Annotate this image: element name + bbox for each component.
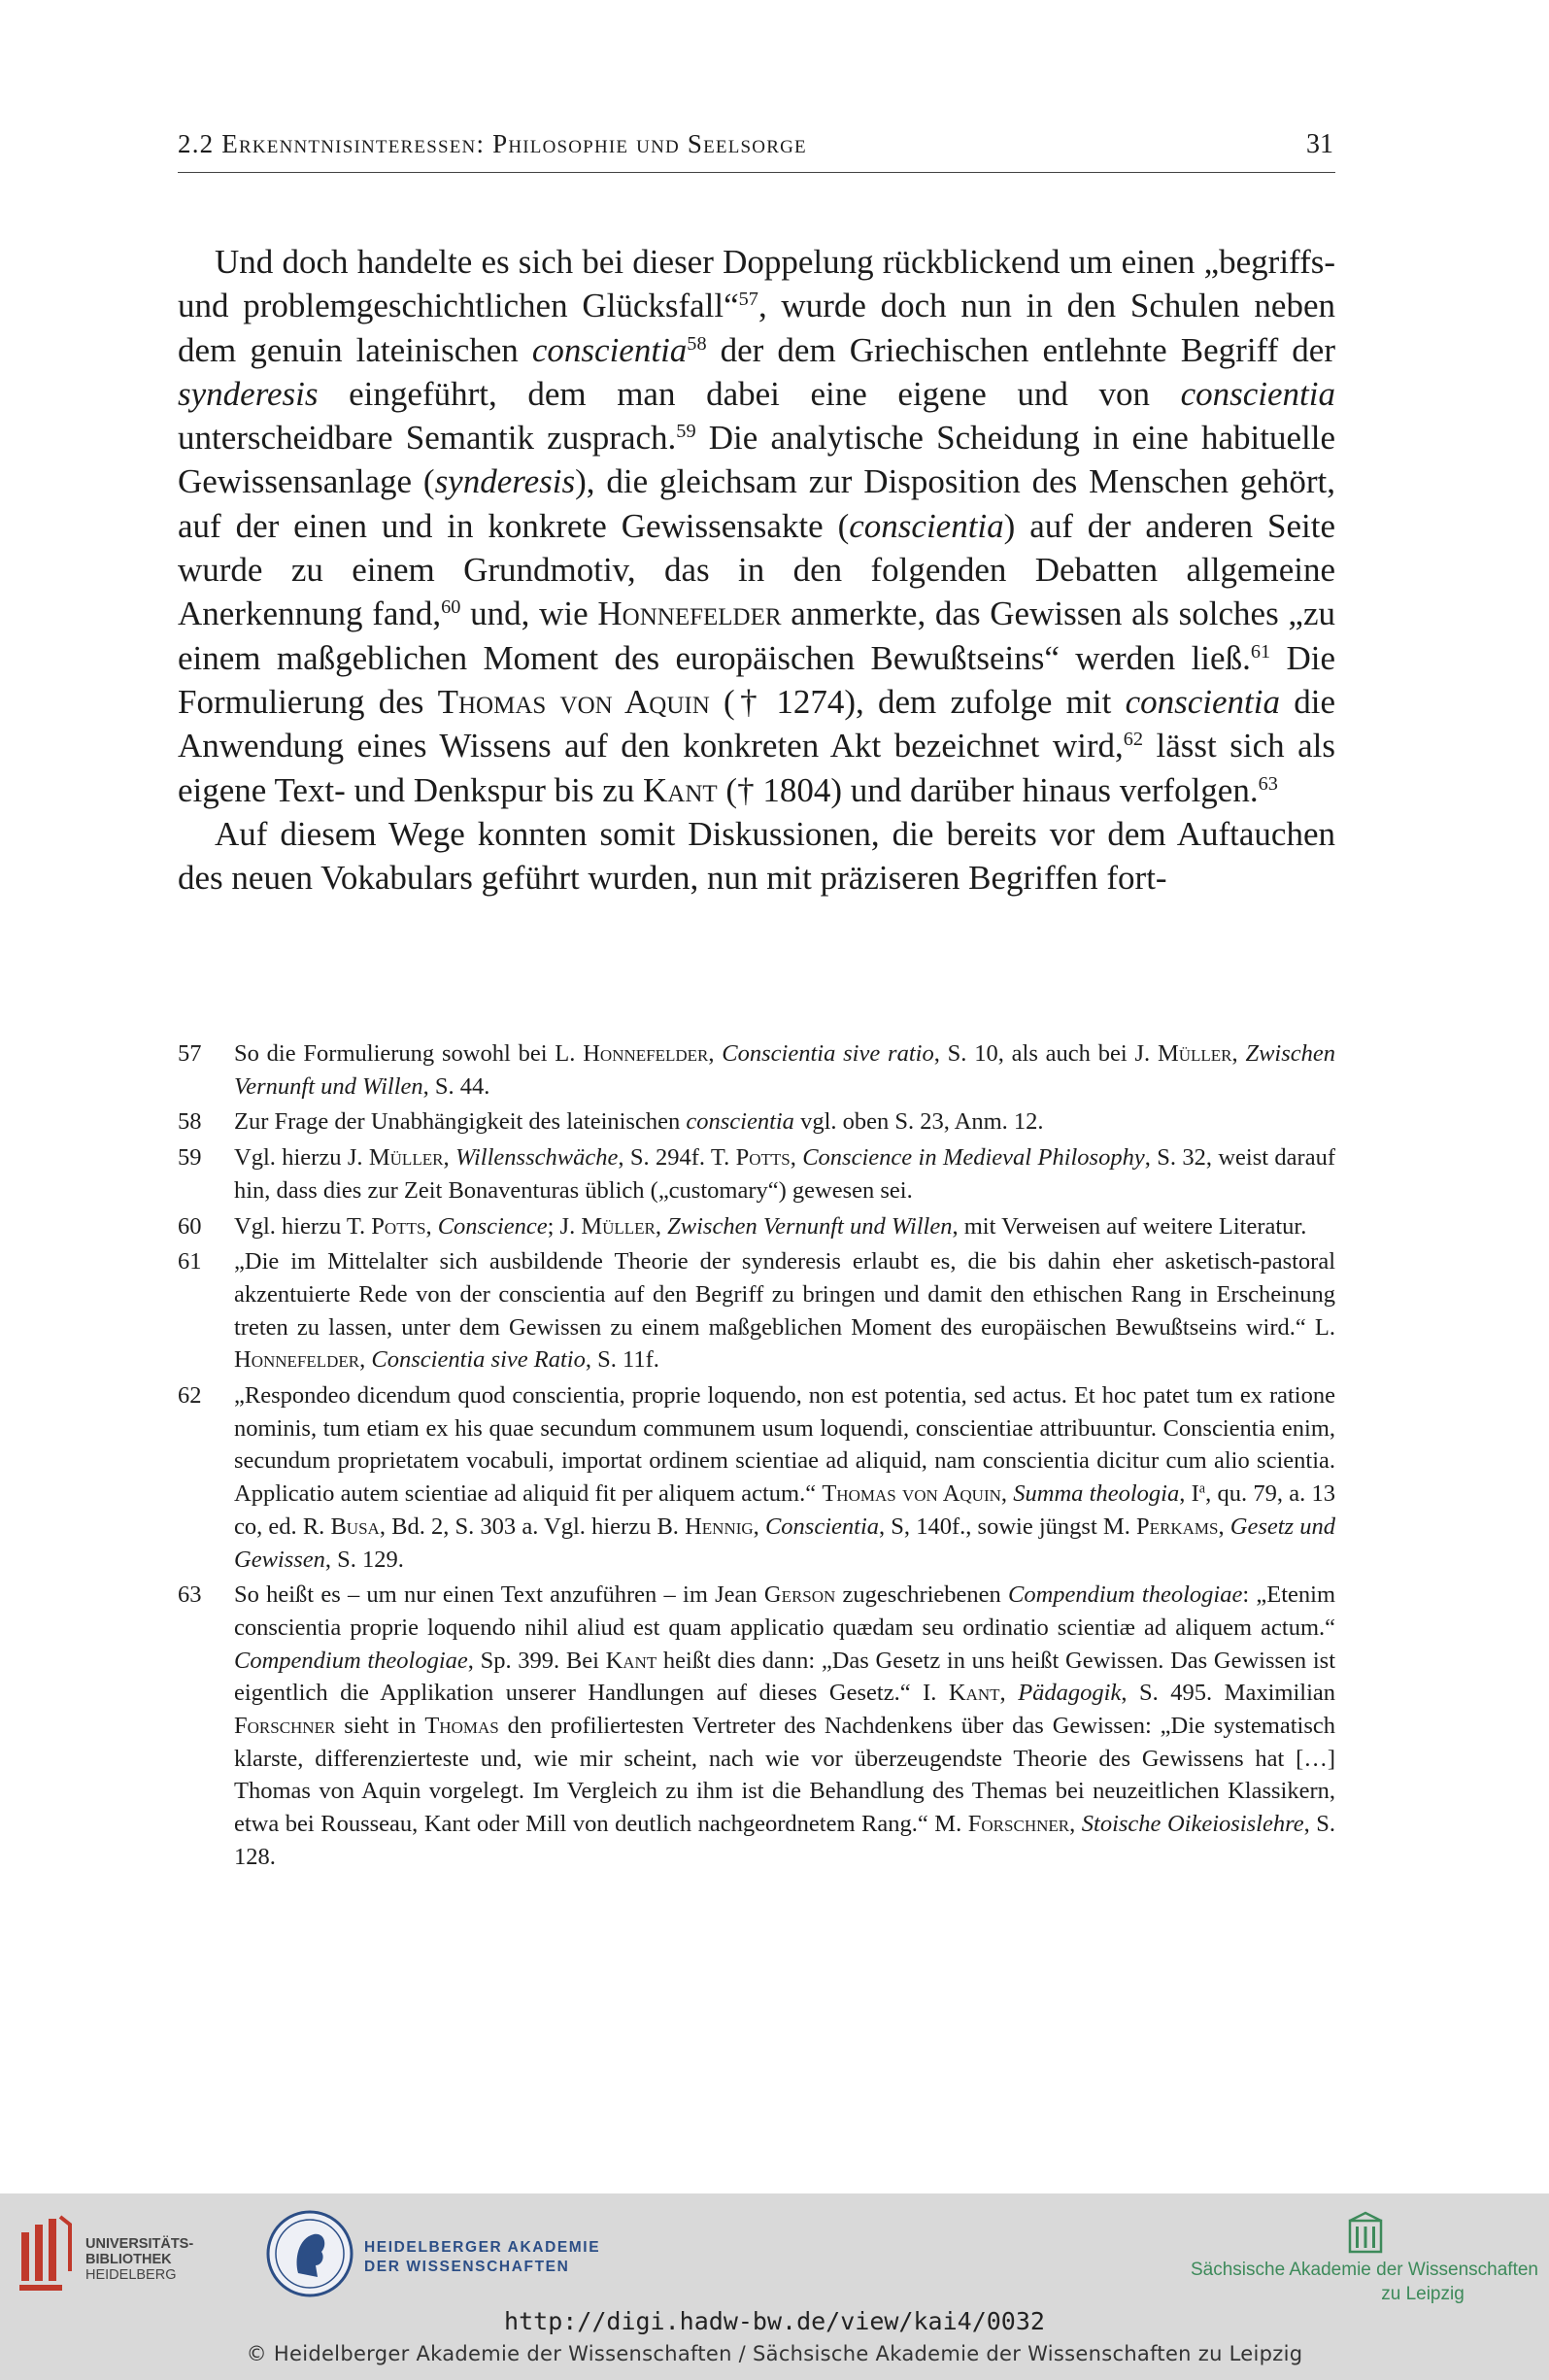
hadw-logo-line: HEIDELBERGER AKADEMIE — [364, 2239, 601, 2256]
body-text — [178, 240, 1335, 900]
footnote: 61 „Die im Mittelalter sich ausbildende Theorie der synderesis erlaubt es, die bis dahin eher asketisch-pastoral akzentuierte Rede von der conscientia auf den Begriff zu bringen und damit den ethischen Rang in Erscheinung treten zu lassen, unter dem Gewissen zu einem maßgeblichen Moment des europäischen Bewußtseins wird.“ L. Honnefelder, Conscientia sive Ratio, S. 11f. — [178, 1248, 1335, 1374]
footer-bar — [0, 2193, 1549, 2380]
saw-leipzig-logo[interactable] — [1185, 2211, 1544, 2308]
hadw-seal-icon — [265, 2209, 354, 2298]
footnotes — [178, 1037, 1335, 1877]
running-head-title: 2.2 Erkenntnisinteressen: Philosophie und Seelsorge — [178, 129, 807, 158]
hadw-logo-line: DER WISSENSCHAFTEN — [364, 2259, 570, 2275]
ub-logo-line: HEIDELBERG — [85, 2267, 177, 2283]
footnote: 57 So die Formulierung sowohl bei L. Honnefelder, Conscientia sive ratio, S. 10, als auch bei J. Müller, Zwischen Vernunft und Willen, S. 44. — [178, 1040, 1335, 1100]
footnote: 58 Zur Frage der Unabhängigkeit des lateinischen conscientia vgl. oben S. 23, Anm. 12. — [178, 1108, 1044, 1136]
footnote: 63 So heißt es – um nur einen Text anzuführen – im Jean Gerson zugeschriebenen Compendium theologiae: „Etenim conscientia proprie loquendo nihil aliud est quam applicatio quædam seu ordinatio scientiæ ad aliquem actum.“ Compendium theologiae, Sp. 399. Bei Kant heißt dies dann: „Das Gesetz in uns heißt Gewissen. Das Gewissen ist eigentlich die Applikation unserer Handlungen auf dieses Gesetz.“ I. Kant, Pädagogik, S. 495. Maximilian Forschner sieht in Thomas den profiliertesten Vertreter des Nachdenkens über das Gewissen: „Die systematisch klarste, differenzierteste und, wie mir scheint, nach wie vor überzeugendste Theorie des Gewissens hat […] Thomas von Aquin vorgelegt. Im Vergleich zu ihm ist die Behandlung des Themas bei neuzeitlichen Klassikern, etwa bei Rousseau, Kant oder Mill von deutlich nachgeordnetem Rang.“ M. Forschner, Stoische Oikeiosislehre, S. 128. — [178, 1581, 1336, 1870]
paragraph: Und doch handelte es sich bei dieser Doppelung rückblickend um einen „begriffs- und problemgeschichtlichen Glücksfall“$^{57}$, wurde doch nun in den Schulen neben dem genuin lateinischen conscientia$^{58}$ der dem Griechischen entlehnte Begriff der synderesis eingeführt, dem man dabei eine eigene und von conscientia unterscheidbare Semantik zusprach.$^{59}$ Die analytische Scheidung in eine habituelle Gewissensanlage (synderesis), die gleichsam zur Disposition des Menschen gehört, auf der einen und in konkrete Gewissensakte (conscientia) auf der anderen Seite wurde zu einem Grundmotiv, das in den folgenden Debatten allgemeine Anerkennung fand,$^{60}$ und, wie Honnefelder anmerkte, das Gewissen als solches „zu einem maßgeblichen Moment des europäischen Bewußtseins“ werden ließ.$^{61}$ Die Formulierung des Thomas von Aquin († 1274), dem zufolge mit conscientia die Anwendung eines Wissens auf den konkreten Akt bezeichnet wird,$^{62}$ lässt sich als eigene Text- und Denkspur bis zu Kant († 1804) und darüber hinaus verfolgen.$^{63}$ — [178, 243, 1336, 809]
paragraph: Auf diesem Wege konnten somit Diskussionen, die bereits vor dem Auftauchen des neuen Vokabulars geführt wurden, nun mit präziseren Begriffen fort- — [178, 814, 1335, 898]
page-number: 31 — [1306, 129, 1333, 159]
ub-logo-mark-icon — [16, 2213, 74, 2298]
saw-logo-line: zu Leipzig — [1381, 2284, 1465, 2304]
copyright-notice: © Heidelberger Akademie der Wissenschaften / Sächsische Akademie der Wissenschaften zu Leipzig — [246, 2342, 1303, 2365]
footnote: 62 „Respondeo dicendum quod conscientia, proprie loquendo, non est potentia, sed actus. Et hoc patet tum ex ratione nominis, tum etiam ex his quae secundum communem usum loquendi, conscientiae attribuuntur. Conscientia enim, secundum proprietatem vocabuli, importat ordinem scientiae ad aliquid, nam conscientia dicitur cum alio scientia. Applicatio autem scientiae ad aliquid fit per aliquem actum.“ Thomas von Aquin, Summa theologia, $I^a$, qu. 79, a. 13 co, ed. R. Busa, Bd. 2, S. 303 a. Vgl. hierzu B. Hennig, Conscientia, S, 140f., sowie jüngst M. Perkams, Gesetz und Gewissen, S. 129. — [178, 1382, 1336, 1573]
source-url-link[interactable]: http://digi.hadw-bw.de/view/kai4/0032 — [504, 2307, 1045, 2335]
saw-logo-line: Sächsische Akademie der Wissenschaften — [1190, 2260, 1538, 2280]
ub-logo-line: BIBLIOTHEK — [85, 2252, 172, 2267]
saw-building-icon — [1348, 2211, 1383, 2254]
ub-heidelberg-logo[interactable] — [16, 2213, 210, 2300]
footnote: 59 Vgl. hierzu J. Müller, Willensschwäche, S. 294f. T. Potts, Conscience in Medieval Philosophy, S. 32, weist darauf hin, dass dies zur Zeit Bonaventuras üblich („customary“) gewesen sei. — [178, 1144, 1335, 1204]
running-head — [178, 129, 1335, 173]
footnote: 60 Vgl. hierzu T. Potts, Conscience; J. Müller, Zwischen Vernunft und Willen, mit Verweisen auf weitere Literatur. — [178, 1212, 1307, 1240]
hadw-logo[interactable] — [265, 2207, 615, 2304]
ub-logo-line: UNIVERSITÄTS- — [85, 2236, 194, 2252]
